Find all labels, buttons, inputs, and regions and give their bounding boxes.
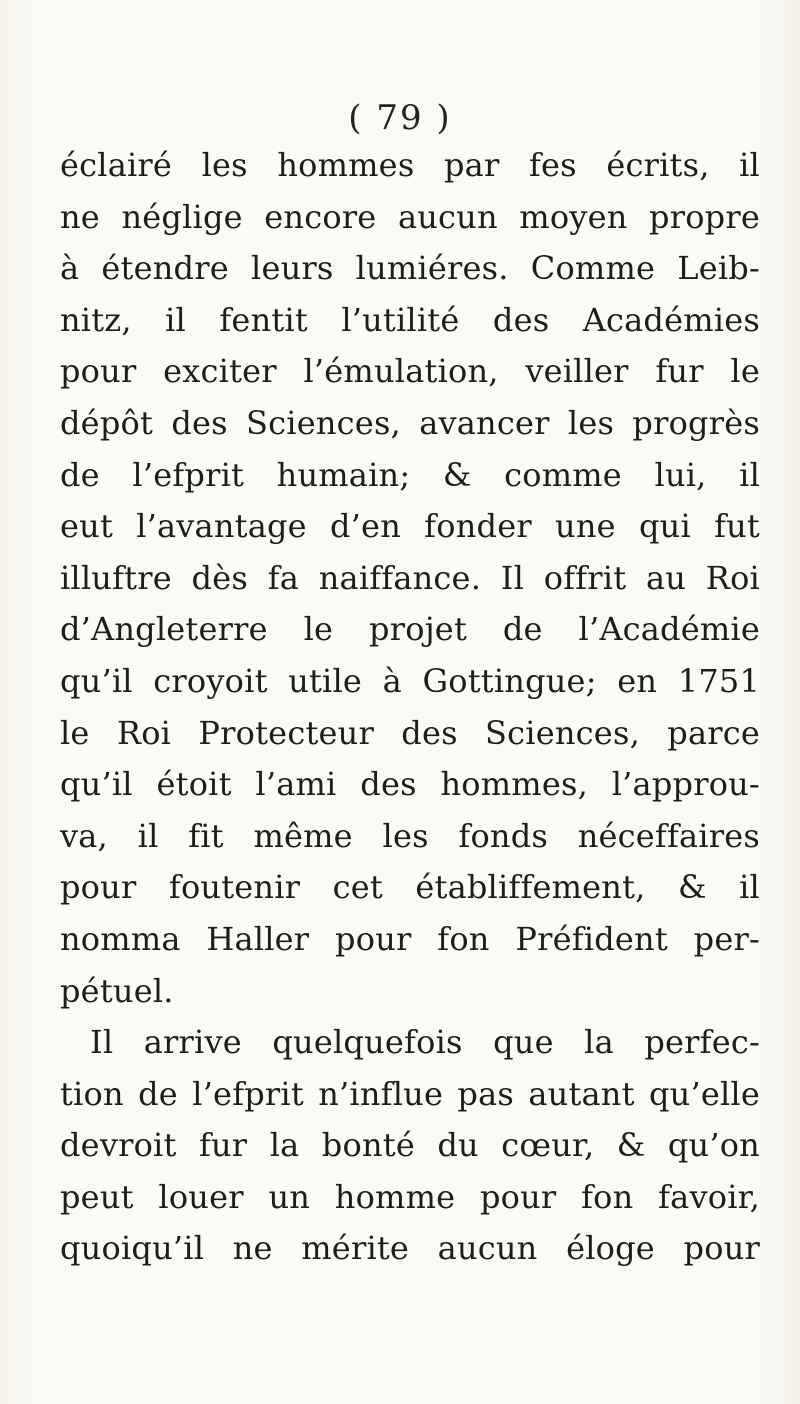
paragraph-end-line: pétuel. (60, 971, 174, 1010)
text-line: qu’il étoit l’ami des hommes, l’approu- (60, 765, 760, 804)
text-line: de l’efprit humain; & comme lui, il (60, 455, 760, 494)
text-line: nitz, il fentit l’utilité des Académies (60, 300, 760, 339)
text-line: d’Angleterre le projet de l’Académie (60, 610, 760, 649)
body-text (60, 140, 760, 1275)
page-number: ( 79 ) (348, 98, 452, 138)
text-line: pour exciter l’émulation, veiller fur le (60, 352, 760, 391)
text-line: quoiqu’il ne mérite aucun éloge pour (60, 1229, 760, 1268)
paragraph-start-line: Il arrive quelquefois que la perfec- (90, 1023, 760, 1062)
text-line: eut l’avantage d’en fonder une qui fut (60, 507, 760, 546)
text-line: qu’il croyoit utile à Gottingue; en 1751 (60, 661, 760, 700)
text-line: peut louer un homme pour fon favoir, (60, 1177, 760, 1216)
text-line: à étendre leurs lumiéres. Comme Leib- (60, 249, 760, 288)
text-line: devroit fur la bonté du cœur, & qu’on (60, 1126, 760, 1165)
text-line: le Roi Protecteur des Sciences, parce (60, 713, 760, 752)
text-line: éclairé les hommes par fes écrits, il (60, 146, 760, 184)
text-line: nomma Haller pour fon Préfident per- (60, 919, 760, 958)
text-line: tion de l’efprit n’influe pas autant qu’elle (60, 1074, 760, 1113)
text-line: ne néglige encore aucun moyen propre (60, 197, 760, 236)
text-line: va, il fit même les fonds néceffaires (60, 816, 760, 855)
text-line: illuftre dès fa naiffance. Il offrit au Roi (60, 558, 760, 597)
text-line: dépôt des Sciences, avancer les progrès (60, 403, 760, 442)
text-line: pour foutenir cet établiffement, & il (60, 868, 760, 907)
